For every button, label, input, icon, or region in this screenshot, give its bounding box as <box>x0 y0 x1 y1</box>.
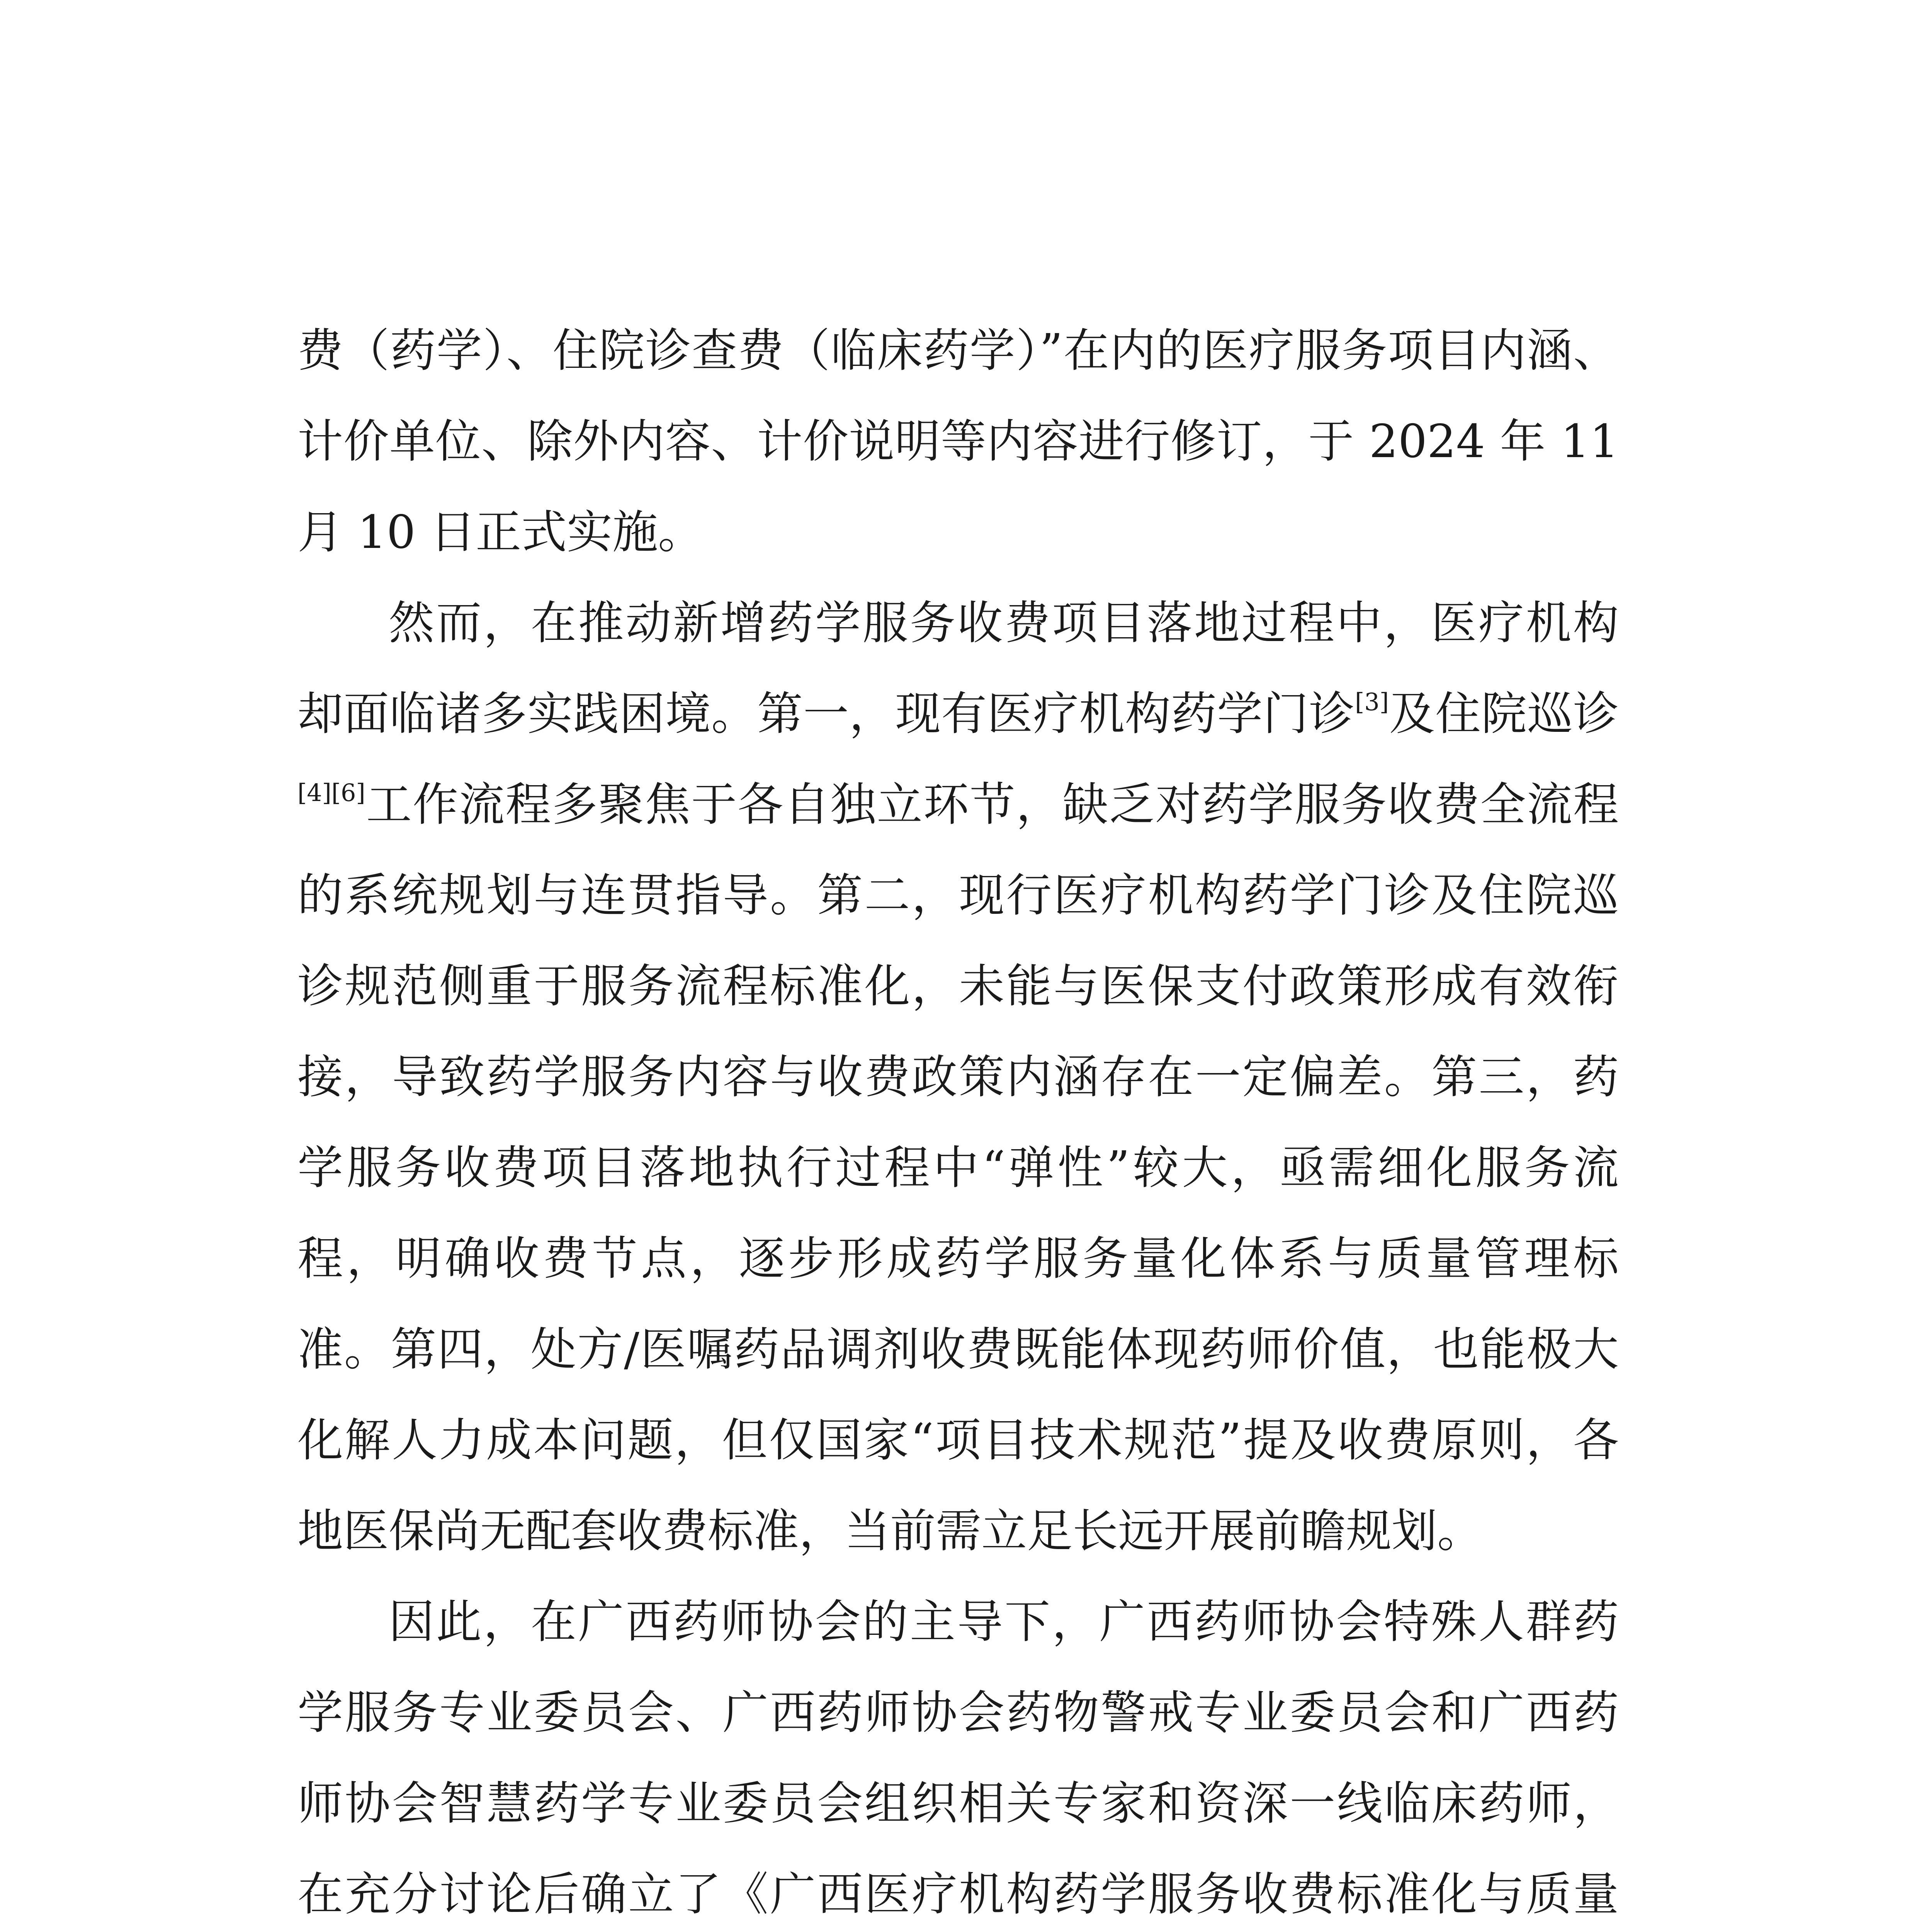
citation-ref-4-6: [4][6] <box>297 778 365 807</box>
paragraph-challenges-part-3: 工作流程多聚焦于各自独立环节，缺乏对药学服务收费全流程的系统规划与连贯指导。第二，现行医疗机构药学门诊及住院巡诊规范侧重于服务流程标准化，未能与医保支付政策形成有效衔接，导致药学服务内容与收费政策内涵存在一定偏差。第三，药学服务收费项目落地执行过程中“弹性”较大，亟需细化服务流程，明确收费节点，逐步形成药学服务量化体系与质量管理标准。第四，处方/医嘱药品调剂收费既能体现药师价值，也能极大化解人力成本问题，但仅国家“项目技术规范”提及收费原则，各地医保尚无配套收费标准，当前需立足长远开展前瞻规划。 <box>297 778 1619 1558</box>
paragraph-continuation: 费（药学）、住院诊查费（临床药学）”在内的医疗服务项目内涵、计价单位、除外内容、计价说明等内容进行修订，于 2024 年 11 月 10 日正式实施。 <box>297 324 1619 559</box>
paragraph-challenges-part-1: 然而，在推动新增药学服务收费项目落地过程中，医疗机构却面临诸多实践困境。第一，现有医疗机构药学门诊 <box>297 596 1619 740</box>
body-text <box>297 305 1619 1932</box>
citation-ref-3: [3] <box>1355 687 1389 716</box>
paragraph-challenges <box>297 578 1619 1577</box>
paragraph-consensus: 因此，在广西药师协会的主导下，广西药师协会特殊人群药学服务专业委员会、广西药师协会药物警戒专业委员会和广西药师协会智慧药学专业委员会组织相关专家和资深一线临床药师，在充分讨论后确立了《广西医疗机构药学服务收费标准化与质量 <box>297 1595 1619 1921</box>
paragraph-challenges-part-2: 及住院巡诊 <box>1388 687 1619 740</box>
